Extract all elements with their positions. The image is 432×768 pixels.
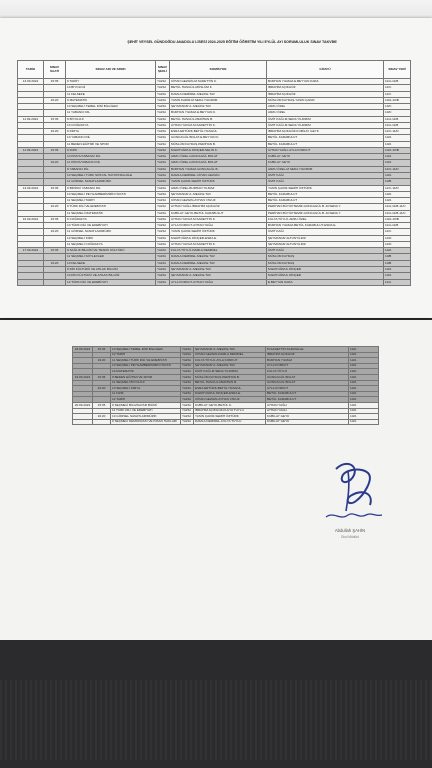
proctor-cell: ARZU ÖZEL-M.SEDA YILDIRIM	[267, 166, 384, 172]
proctor-cell: M.ERTUĞRUL DİNÇER	[267, 266, 384, 272]
exam-cell: 9 TARİH	[66, 79, 156, 85]
commission-cell: ARZU ÖZEL-BURHAN YILMAZ	[170, 185, 267, 191]
date-cell: 18.09.2024	[73, 347, 93, 353]
proctor-cell: PERİHAN BÜYÜKTEMİZ-GONCAGÜL B.-M.SEDA Y.	[267, 210, 384, 216]
room-cell: 10/A	[349, 408, 379, 414]
exam-schedule-table-continued	[72, 346, 379, 425]
exam-cell: 10 BİYOLOJİ	[66, 85, 156, 91]
commission-cell: FULYA TÜYLÜ-AYLA KORKUT	[194, 358, 266, 364]
proctor-cell: ŞEYMANUR ALTUNYILDIZ	[267, 235, 384, 241]
exam-cell: 10 TÜRK DİLİ VE EDEBİYATI	[66, 223, 156, 229]
exam-cell: 9 YABANCI DİL	[66, 166, 156, 172]
proctor-cell: BETÜL KARABULUT	[267, 135, 384, 141]
proctor-cell: KUBİLAY GEYK	[266, 414, 349, 420]
type-cell: YAZILI	[156, 191, 170, 197]
commission-cell: DAMLA DEMİREL-FULYA TÜYLÜ	[194, 419, 266, 425]
commission-cell: ARZU ÖZEL-GONCAGÜL BOLAT	[170, 154, 267, 160]
type-cell: YAZILI	[156, 110, 170, 116]
type-cell: YAZILI	[156, 104, 170, 110]
type-cell: YAZILI	[156, 235, 170, 241]
commission-cell: CİHAN GEZGİN-DAMLA DEMİREL	[194, 352, 266, 358]
type-cell: YAZILI	[181, 369, 194, 375]
commission-cell: DAMLA DEMİREL-MELİKE TAV	[170, 254, 267, 260]
type-cell: YAZILI	[156, 254, 170, 260]
room-cell: 10/A	[384, 154, 411, 160]
time-cell: 16:20	[44, 160, 66, 166]
exam-cell: 11 YABANCI DİL	[66, 110, 156, 116]
exam-cell: 9 TÜRK DİLİ VE EDEBİYATI	[66, 204, 156, 210]
type-cell: YAZILI	[156, 85, 170, 91]
type-cell: YAZILI	[156, 160, 170, 166]
table-row	[18, 279, 411, 285]
date-cell	[73, 419, 93, 425]
type-cell: YAZILI	[181, 419, 194, 425]
type-cell: YAZILI	[156, 260, 170, 266]
exam-schedule-table	[17, 60, 411, 286]
commission-cell: ŞEYMANUR A.-MELİKE TAV	[170, 273, 267, 279]
room-cell: 10/A	[349, 397, 379, 403]
time-cell: 15:35	[44, 216, 66, 222]
type-cell: YAZILI	[156, 216, 170, 222]
header-time: SINAV SAATİ	[44, 61, 66, 79]
type-cell: YAZILI	[181, 386, 194, 392]
proctor-cell: AYHAN YAĞLI	[266, 408, 349, 414]
exam-cell: 9 KİMYA	[66, 129, 156, 135]
exam-cell: 9 FİZİK	[66, 147, 156, 153]
date-cell: 19.09.2024	[73, 374, 93, 380]
room-cell: 10/A	[349, 347, 379, 353]
type-cell: YAZILI	[181, 347, 194, 353]
type-cell: YAZILI	[156, 185, 170, 191]
room-cell: 10/C	[384, 110, 411, 116]
exam-cell: 11 SEÇMELİ TÜRK DİLİ VE EDEBİYATI	[111, 358, 181, 364]
room-cell: 10/B	[384, 179, 411, 185]
room-cell: 11/C	[384, 229, 411, 235]
proctor-cell: ÜMİT KAĞI-M.SEDA YILDIRIM	[267, 122, 384, 128]
type-cell: YAZILI	[156, 141, 170, 147]
exam-cell: 10 DİN KÜLTÜRÜ VE AHLAK BİLGİSİ	[66, 273, 156, 279]
room-cell: 11/C-11/D	[384, 129, 411, 135]
exam-cell: 11 GÖRSEL SANATLAR/MÜZİK	[66, 179, 156, 185]
commission-cell: YASİN ÇAKIR-SEMİH ÖZTÜRK	[194, 414, 266, 420]
type-cell: YAZILI	[156, 116, 170, 122]
type-cell: YAZILI	[156, 273, 170, 279]
room-cell: 11/A-11/B	[384, 223, 411, 229]
commission-cell: BETÜL HASGÜL-PERİHAN B.	[170, 116, 267, 122]
type-cell: YAZILI	[181, 391, 194, 397]
commission-cell: KUBİLAY GEYK-BETÜL KARABULUT	[170, 210, 267, 216]
signature-image	[318, 455, 388, 530]
commission-cell: AYHAN YAVUZ-M.SADETTİN K.	[170, 122, 267, 128]
type-cell: YAZILI	[156, 166, 170, 172]
room-cell: 10/A	[384, 191, 411, 197]
room-cell: 10/A	[349, 391, 379, 397]
type-cell: YAZILI	[156, 154, 170, 160]
proctor-cell: İBRAHİM AÇIKGÖZ	[266, 352, 349, 358]
room-cell: 10/A	[349, 414, 379, 420]
commission-cell: GONCAGÜL BOLAT-E.BEYYAN K.	[170, 135, 267, 141]
room-cell: 10/A-10/B	[384, 216, 411, 222]
commission-cell: AYHAN YAVUZ-M.SADETTİN K.	[170, 216, 267, 222]
commission-cell: ÜMİT KAĞI-M.SEDA YILDIRIM	[194, 369, 266, 375]
exam-cell: 10 SEÇMELİ FİZİK	[66, 235, 156, 241]
proctor-cell: BETÜL KARABULUT	[267, 141, 384, 147]
commission-cell: MÜSLÜM FAYDAŞ-PERİHAN B.	[194, 374, 266, 380]
type-cell: YAZILI	[156, 179, 170, 185]
proctor-cell: AYLA KORKUT	[266, 363, 349, 369]
exam-cell: 11 TÜRK DİLİ VE EDEBİYATI	[111, 408, 181, 414]
schedule-body	[18, 79, 411, 286]
date-cell: 11.09.2024	[18, 147, 44, 153]
proctor-cell: BURHAN YILMAZ	[266, 358, 349, 364]
room-cell: 11/C	[384, 91, 411, 97]
exam-cell: 10 SEÇMELİ TÜRK SOSYAL HAYATINDA AİLE	[66, 172, 156, 178]
commission-cell: CİHAN GEZGİN-M.SADETTİN K.	[170, 79, 267, 85]
exam-cell: 11 SEÇMELİ COĞRAFYA	[66, 241, 156, 247]
exam-cell: 11 SEÇMELİ SÖYLEVLER	[66, 254, 156, 260]
proctor-cell: İBRAHİM AÇIKGÖZ-KUBİLAY GEYK	[267, 129, 384, 135]
exam-cell: 9 SAĞLIK BİLGİSİ VE TRAFİK KÜLTÜRÜ	[66, 248, 156, 254]
header-type: SINAV ŞEKLİ	[156, 61, 170, 79]
commission-cell: İBRAHİM AÇIKGÖZ-FULYA TÜYLÜ	[194, 408, 266, 414]
type-cell: YAZILI	[156, 147, 170, 153]
commission-cell: BURHAN YILMAZ-GONCAGÜL B.	[170, 166, 267, 172]
room-cell: 11/A-11/B-11/C	[384, 210, 411, 216]
exam-cell: 9 BİYOLOJİ	[66, 116, 156, 122]
type-cell: YAZILI	[181, 352, 194, 358]
type-cell: YAZILI	[156, 135, 170, 141]
time-cell: 16:20	[44, 204, 66, 210]
exam-cell: 9 BEDEN EĞİTİMİ VE SPOR	[111, 374, 181, 380]
type-cell: YAZILI	[156, 129, 170, 135]
exam-cell: 12 TARİH	[111, 397, 181, 403]
signatory-title: Okul Müdürü	[340, 535, 360, 539]
type-cell: YAZILI	[181, 374, 194, 380]
proctor-cell: ÜMİT KAĞI	[267, 229, 384, 235]
commission-cell: M.ERTUĞRUL DİNÇER-ESRA E.	[194, 391, 266, 397]
schedule-body-continued	[73, 347, 379, 425]
exam-cell: 10 MATEMATİK	[111, 369, 181, 375]
room-cell: 10/A	[384, 273, 411, 279]
time-cell: 16:20	[93, 358, 111, 364]
exam-cell: 9 DİN KÜLTÜRÜ VE AHLAK BİLGİSİ	[66, 266, 156, 272]
room-cell: 10/A	[349, 358, 379, 364]
room-cell: 10/A-10/B	[384, 147, 411, 153]
proctor-cell: M.ERTUĞRUL DİNÇER	[267, 273, 384, 279]
exam-cell: 11 SEÇMELİ TARİH	[66, 198, 156, 204]
exam-cell: 11 KİMYA/YABANCI DİL	[66, 160, 156, 166]
type-cell: YAZILI	[156, 248, 170, 254]
header-proctor: GÖZCÜ	[267, 61, 384, 79]
proctor-cell: MÜSLÜM FAYDAŞ-YASİN ÇAKIR	[267, 97, 384, 103]
type-cell: YAZILI	[181, 358, 194, 364]
exam-cell: 10 SEÇMELİ TEMEL DİNİ BİLGİLER	[111, 347, 181, 353]
exam-cell: 10 YABANCI DİL	[66, 135, 156, 141]
proctor-cell: BETÜL KARABULUT	[267, 198, 384, 204]
proctor-cell: ÜMİT KAĞI	[267, 172, 384, 178]
proctor-cell: BETÜL KARABULUT	[266, 397, 349, 403]
exam-cell: 9 COĞRAFYA	[66, 216, 156, 222]
room-cell: 10/A	[349, 380, 379, 386]
proctor-cell: ÜMİT KAĞI	[267, 179, 384, 185]
commission-cell: YASİN ÇAKIR-SEMİH ÖZTÜRK	[170, 179, 267, 185]
proctor-cell: KUBİLAY GEYK	[266, 419, 349, 425]
commission-cell: KUBİLAY GEYK-BETÜL K.	[194, 402, 266, 408]
document-title: ŞEHİT VEYSEL GÜNDOĞDU ANADOLU LİSESİ 2024-2025 EĞİTİM ÖĞRETİM YILI EYLÜL AYI SORUMLULUK SINAV TAKVİMİ	[127, 40, 337, 44]
room-cell: 10/B	[384, 260, 411, 266]
proctor-cell: İBRAHİM AÇIKGÖZ	[267, 85, 384, 91]
time-cell: 15:35	[93, 374, 111, 380]
room-cell: 11/C-11/D	[384, 166, 411, 172]
commission-cell: ESRA ERTÜRK-BETÜL HASGÜL	[170, 129, 267, 135]
type-cell: YAZILI	[181, 414, 194, 420]
time-cell: 16:20	[44, 97, 66, 103]
commission-cell: YASİN ÇAKIR-SEMİH ÖZTÜRK	[170, 229, 267, 235]
commission-cell: ESRA ERTÜRK-BETÜL HASGÜL	[194, 386, 266, 392]
room-cell: 10/A	[384, 160, 411, 166]
header-date: TARİH	[18, 61, 44, 79]
type-cell: YAZILI	[181, 363, 194, 369]
type-cell: YAZILI	[156, 210, 170, 216]
room-cell: 10/A	[349, 363, 379, 369]
room-cell: 10/A	[384, 266, 411, 272]
date-cell: 17.09.2024	[18, 248, 44, 254]
room-cell: 10/A	[349, 419, 379, 425]
date-cell: 20.09.2024	[73, 402, 93, 408]
proctor-cell: AYHAN YAĞLI-AYLA KORKUT	[267, 147, 384, 153]
commission-cell: BETÜL HASGÜL-MÜSLÜM F.	[170, 85, 267, 91]
proctor-cell: BETÜL KARABULUT	[266, 391, 349, 397]
signatory-name: Abdullah ŞAHİN	[334, 528, 366, 533]
exam-cell: 10 FELSEFE	[66, 260, 156, 266]
exam-cell: 11 GÖRSEL SANATLAR/MÜZİK	[66, 229, 156, 235]
room-cell: 11/C	[384, 85, 411, 91]
date-cell: 13.09.2024	[18, 79, 44, 85]
commission-cell: M.ERTUĞRUL DİNÇER-ESRA E.	[170, 235, 267, 241]
time-cell	[44, 279, 66, 285]
commission-cell: ARZU ÖZEL-GONCAGÜL BOLAT	[170, 160, 267, 166]
room-cell: 10/A	[384, 198, 411, 204]
time-cell: 16:20	[44, 129, 66, 135]
date-cell	[18, 279, 44, 285]
room-cell: 10/A	[349, 402, 379, 408]
proctor-cell: GONCAGÜL BOLAT	[266, 380, 349, 386]
proctor-cell: PERİHAN BÜYÜKTEMİZ-GONCAGÜL B.-M.SEDA Y.	[267, 204, 384, 210]
room-cell: 10/A	[349, 374, 379, 380]
proctor-cell: MÜSLÜM FAYDAŞ	[267, 260, 384, 266]
type-cell: YAZILI	[156, 172, 170, 178]
commission-cell: BETÜL HASGÜL-PERİHAN B.	[194, 380, 266, 386]
commission-cell: YASİN KADİR-M.SEDA YILDIRIM	[170, 97, 267, 103]
room-cell: 10/A	[349, 369, 379, 375]
exam-cell: 10 SEÇMELİ TEMEL DİNİ BİLGİLER	[66, 104, 156, 110]
proctor-cell: AYLA KORKUT	[266, 386, 349, 392]
type-cell: YAZILI	[156, 279, 170, 285]
commission-cell: AYLA KORKUT-AYHAN YAĞLI	[170, 223, 267, 229]
commission-cell: ŞEYMANUR A.-MELİKE TAV	[170, 191, 267, 197]
commission-cell: BURHAN YILMAZ-E.BEYYAN K.	[170, 110, 267, 116]
time-cell: 15:35	[44, 185, 66, 191]
table-header-row	[18, 61, 411, 79]
type-cell: YAZILI	[181, 408, 194, 414]
type-cell: YAZILI	[181, 380, 194, 386]
time-cell: 15:35	[93, 402, 111, 408]
proctor-cell: KUBİLAY GEYK	[267, 154, 384, 160]
commission-cell: M.ERTUĞRUL DİNÇER-SELİN K.	[170, 147, 267, 153]
time-cell: 15:35	[44, 147, 66, 153]
exam-cell: 10 SEÇMELİ PEYGAMBERİMİZİN HAYATI	[111, 363, 181, 369]
exam-cell: 11 FİZİK	[111, 391, 181, 397]
room-cell: 10/A-10/B	[384, 97, 411, 103]
type-cell: YAZILI	[156, 266, 170, 272]
header-exam: SINAV ADI VE SINIFI	[66, 61, 156, 79]
exam-cell: 9 BİRİNCİ YABANCI DİL	[66, 185, 156, 191]
proctor-cell: AYHAN YAĞLI	[266, 402, 349, 408]
commission-cell: DAMLA DEMİREL-CİHAN GEZGİN	[170, 172, 267, 178]
commission-cell: CİHAN GEZGİN-AYHAN YAVUZ	[194, 397, 266, 403]
commission-cell: AYHAN YAĞLI-İBRAHİM AÇIKGÖZ	[170, 204, 267, 210]
room-cell: 10/B	[384, 254, 411, 260]
exam-cell: 9 SEÇMELİ BİLGİSAYAR BİLİMİ	[111, 402, 181, 408]
exam-cell: 11 FELSEFE	[66, 91, 156, 97]
commission-cell: ŞEYMANUR A.-MELİKE TAV	[170, 104, 267, 110]
room-cell: 11/A-11/B	[384, 79, 411, 85]
room-cell: 11/C-11/D	[384, 185, 411, 191]
date-cell: 13.09.2024	[18, 185, 44, 191]
room-cell: 10/A	[384, 135, 411, 141]
proctor-cell: FULYA TÜYLÜ-ARZU ÖZEL	[267, 216, 384, 222]
proctor-cell: ARZU ÖZEL	[267, 110, 384, 116]
commission-cell: CİHAN GEZGİN-AYHAN YAVUZ	[170, 198, 267, 204]
proctor-cell: ÜMİT KAĞI-M.SEDA YILDIRIM	[267, 116, 384, 122]
exam-cell: 10 SEÇMELİ PEYGAMBERİMİZİN HAYATI	[66, 191, 156, 197]
type-cell: YAZILI	[156, 204, 170, 210]
room-cell: 11/A-11/B-11/C	[384, 204, 411, 210]
proctor-cell: FULYA TÜYLÜ	[266, 369, 349, 375]
commission-cell: AYHAN YAVUZ-M.SADETTİN K.	[170, 241, 267, 247]
type-cell: YAZILI	[156, 122, 170, 128]
type-cell: YAZILI	[156, 91, 170, 97]
type-cell: YAZILI	[181, 397, 194, 403]
proctor-cell: BURHAN YILMAZ-BETÜL KARABULUT-ESRA E.	[267, 223, 384, 229]
commission-cell: ŞEYMANUR A.-MELİKE TAV	[194, 347, 266, 353]
time-cell: 15:35	[44, 116, 66, 122]
table-row	[73, 419, 379, 425]
type-cell: YAZILI	[156, 229, 170, 235]
room-cell: 11/A-11/B	[384, 122, 411, 128]
time-cell: 16:20	[44, 229, 66, 235]
room-cell: 10/C	[384, 104, 411, 110]
exam-cell: 11 BEDEN EĞİTİMİ VE SPOR	[66, 141, 156, 147]
time-cell	[93, 419, 111, 425]
room-cell: 11/A	[384, 279, 411, 285]
proctor-cell: ÜMİT KAĞI	[267, 248, 384, 254]
time-cell: 15:35	[44, 248, 66, 254]
commission-cell: FULYA TÜYLÜ-DAMLA DEMİREL	[170, 248, 267, 254]
room-cell: 10/A	[384, 248, 411, 254]
background-texture	[0, 680, 432, 760]
type-cell: YAZILI	[156, 198, 170, 204]
proctor-cell: BURHAN YILMAZ-E.BEYYAN KARA	[267, 79, 384, 85]
proctor-cell: KUBİLAY GEYK	[267, 160, 384, 166]
type-cell: YAZILI	[156, 223, 170, 229]
proctor-cell: İBRAHİM AÇIKGÖZ	[267, 91, 384, 97]
type-cell: YAZILI	[156, 79, 170, 85]
proctor-cell: ŞEYMANUR ALTUNYILDIZ	[267, 241, 384, 247]
exam-cell: 10 GÖRSEL SANATLAR/MÜZİK	[111, 414, 181, 420]
commission-cell: DAMLA DEMİREL-MELİKE TAV	[170, 91, 267, 97]
exam-cell: 12 TÜRK DİLİ VE EDEBİYATI	[66, 279, 156, 285]
type-cell: YAZILI	[156, 241, 170, 247]
room-cell: 10/A	[349, 352, 379, 358]
room-cell: 10/A	[384, 172, 411, 178]
proctor-cell: MÜSLÜM FAYDAŞ	[267, 254, 384, 260]
type-cell: YAZILI	[181, 402, 194, 408]
time-cell: 15:35	[44, 79, 66, 85]
header-commission: KOMİSYON	[170, 61, 267, 79]
room-cell: 11/D	[384, 235, 411, 241]
proctor-cell: BETÜL KARABULUT	[267, 191, 384, 197]
proctor-cell: E.BEYYAN KARA	[267, 279, 384, 285]
exam-cell: 10 KİMYA/YABANCI DİL	[66, 154, 156, 160]
commission-cell: AYLA KORKUT-AYHAN YAĞLI	[170, 279, 267, 285]
exam-cell: 9 SEÇMELİ DEMOKRASİ VE İNSAN HAKLARI	[111, 419, 181, 425]
room-cell: 11/A-11/B	[384, 116, 411, 122]
type-cell: YAZILI	[156, 97, 170, 103]
room-cell: 10/A	[349, 386, 379, 392]
room-cell: 11/D	[384, 241, 411, 247]
exam-cell: 11 SEÇMELİ MATEMATİK	[66, 210, 156, 216]
header-room: SINAV YERİ	[384, 61, 411, 79]
commission-cell: ŞEYMANUR A.-MELİKE TAV	[194, 363, 266, 369]
proctor-cell: ARZU ÖZEL	[267, 104, 384, 110]
commission-cell: MÜSLÜM FAYDAŞ-PERİHAN B.	[170, 141, 267, 147]
room-cell: 10/A	[384, 141, 411, 147]
exam-cell: 10 TARİH	[111, 352, 181, 358]
proctor-cell: YASİN ÇAKIR-SEMİH ÖZTÜRK	[267, 185, 384, 191]
date-cell: 11.09.2024	[18, 116, 44, 122]
time-cell: 16:20	[93, 414, 111, 420]
commission-cell: ŞEYMANUR A.-MELİKE TAV	[170, 266, 267, 272]
commission-cell: DAMLA DEMİREL-MELİKE TAV	[170, 260, 267, 266]
exam-cell: 9 MATEMATİK	[66, 97, 156, 103]
proctor-cell: GONCAGÜL BOLAT	[266, 374, 349, 380]
time-cell: 16:20	[44, 260, 66, 266]
exam-cell: 11 SEÇMELİ BİYOLOJİ	[111, 380, 181, 386]
time-cell: 16:20	[93, 386, 111, 392]
proctor-cell: M.SADETTİN KARASİLLE	[266, 347, 349, 353]
time-cell: 15:35	[93, 347, 111, 353]
date-cell: 16.09.2024	[18, 216, 44, 222]
exam-cell: 10 SEÇMELİ KİMYA	[111, 386, 181, 392]
exam-cell: 10 COĞRAFYA	[66, 122, 156, 128]
